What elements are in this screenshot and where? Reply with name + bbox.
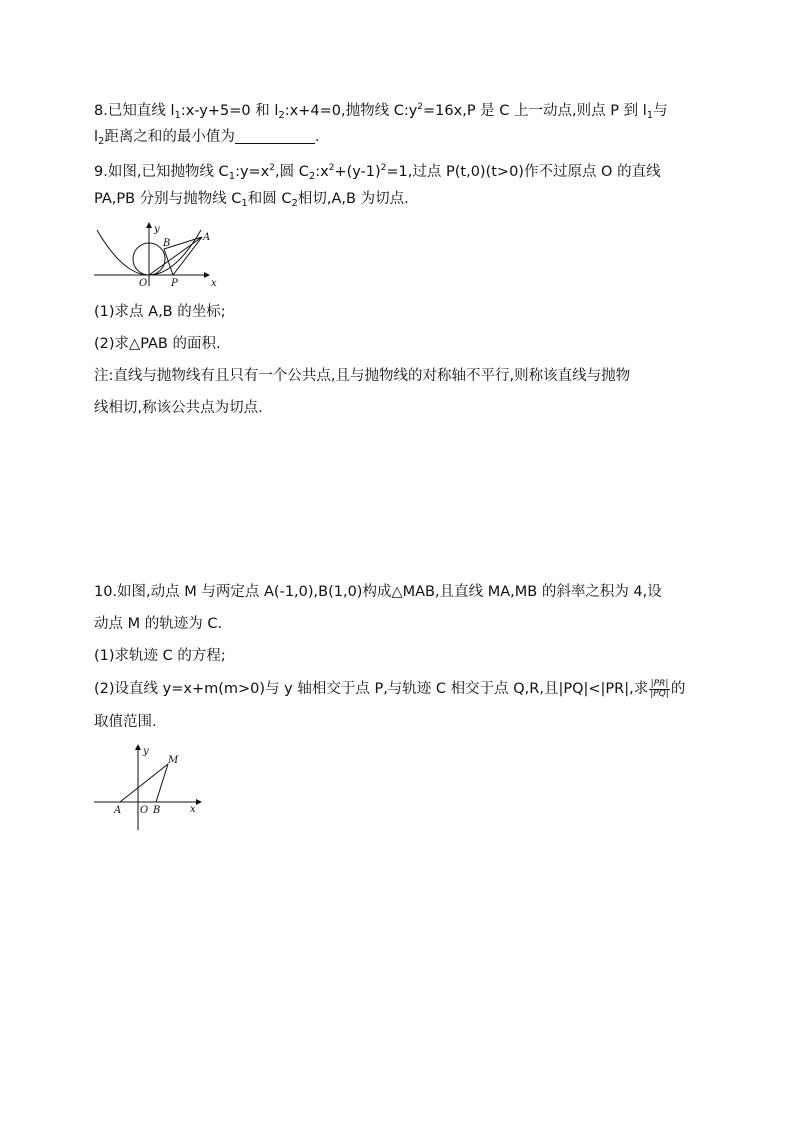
label-x: x bbox=[190, 804, 196, 815]
text: =1,过点 P(t,0)(t>0)作不过原点 O 的直线 bbox=[386, 164, 661, 180]
text: PA,PB 分别与抛物线 C bbox=[94, 191, 242, 207]
q10-line-2: 动点 M 的轨迹为 C. bbox=[94, 616, 223, 632]
subscript: 1 bbox=[646, 110, 654, 121]
answer-blank[interactable] bbox=[235, 129, 315, 144]
subscript: 1 bbox=[228, 171, 236, 182]
text: 与 bbox=[653, 103, 668, 119]
text: . bbox=[314, 129, 320, 145]
superscript: 2 bbox=[269, 163, 275, 173]
text: 相切,A,B 为切点. bbox=[297, 191, 409, 207]
text: l bbox=[94, 129, 99, 145]
text: 8.已知直线 l bbox=[94, 103, 175, 119]
fraction-pr-over-pq bbox=[649, 680, 670, 699]
text: +(y-1) bbox=[334, 164, 381, 180]
text: =16x,P 是 C 上一动点,则点 P 到 l bbox=[423, 103, 647, 119]
text: 9.如图,已知抛物线 C bbox=[94, 164, 229, 180]
subscript: 2 bbox=[308, 171, 316, 182]
tangent-line-a bbox=[149, 237, 202, 275]
x-axis-arrow bbox=[204, 272, 210, 278]
text: 和圆 C bbox=[247, 191, 292, 207]
fraction-numerator: |PR| bbox=[650, 678, 669, 689]
q10-line-4: 取值范围. bbox=[94, 714, 157, 730]
q9-line-2 bbox=[94, 189, 409, 214]
q9-note-line-1: 注:直线与抛物线有且只有一个公共点,且与抛物线的对称轴不平行,则称该直线与抛物 bbox=[94, 368, 631, 384]
label-x: x bbox=[211, 278, 217, 289]
q10-figure bbox=[92, 740, 212, 832]
text: 的 bbox=[670, 681, 686, 697]
label-a: A bbox=[114, 805, 122, 816]
subscript: 2 bbox=[291, 198, 298, 209]
text: :x bbox=[315, 164, 329, 180]
q10-part-1: (1)求轨迹 C 的方程; bbox=[94, 648, 226, 664]
label-y: y bbox=[143, 746, 149, 757]
text: :x-y+5=0 和 l bbox=[180, 103, 279, 119]
q8-line-2 bbox=[94, 127, 320, 152]
x-axis-arrow bbox=[196, 799, 202, 805]
text: :y=x bbox=[235, 164, 270, 180]
segment-mb bbox=[156, 764, 168, 802]
label-o: O bbox=[140, 805, 149, 816]
y-axis-arrow bbox=[135, 744, 141, 750]
label-p: P bbox=[171, 278, 178, 289]
q9-part-1: (1)求点 A,B 的坐标; bbox=[94, 304, 226, 320]
fraction-denominator: |PQ| bbox=[650, 688, 669, 699]
text: 距离之和的最小值为 bbox=[104, 129, 235, 145]
q9-line-1 bbox=[94, 158, 661, 187]
text: ,圆 C bbox=[275, 164, 309, 180]
q8-line-1 bbox=[94, 97, 668, 126]
q9-figure bbox=[92, 220, 222, 292]
superscript: 2 bbox=[380, 163, 387, 173]
subscript: 2 bbox=[278, 110, 285, 121]
q10-part-2 bbox=[94, 679, 685, 699]
q9-note-line-2: 线相切,称该公共点为切点. bbox=[94, 400, 263, 416]
subscript: 2 bbox=[98, 136, 105, 147]
label-o: O bbox=[139, 278, 148, 289]
label-b: B bbox=[163, 238, 171, 249]
label-m: M bbox=[168, 755, 179, 766]
superscript: 2 bbox=[328, 163, 335, 173]
label-b: B bbox=[153, 805, 161, 816]
segment-ma bbox=[120, 764, 168, 802]
subscript: 1 bbox=[174, 110, 181, 121]
superscript: 2 bbox=[417, 102, 424, 112]
label-y: y bbox=[154, 224, 160, 235]
text: (2)设直线 y=x+m(m>0)与 y 轴相交于点 P,与轨迹 C 相交于点 Q,R,且|PQ|<|PR|,求 bbox=[94, 681, 649, 697]
label-a: A bbox=[203, 232, 211, 243]
segment-pa bbox=[173, 237, 202, 275]
subscript: 1 bbox=[241, 198, 248, 209]
y-axis-arrow bbox=[146, 222, 152, 228]
q9-part-2: (2)求△PAB 的面积. bbox=[94, 336, 221, 352]
text: :x+4=0,抛物线 C:y bbox=[284, 103, 418, 119]
q10-line-1: 10.如图,动点 M 与两定点 A(-1,0),B(1,0)构成△MAB,且直线 MA,MB 的斜率之积为 4,设 bbox=[94, 584, 662, 600]
